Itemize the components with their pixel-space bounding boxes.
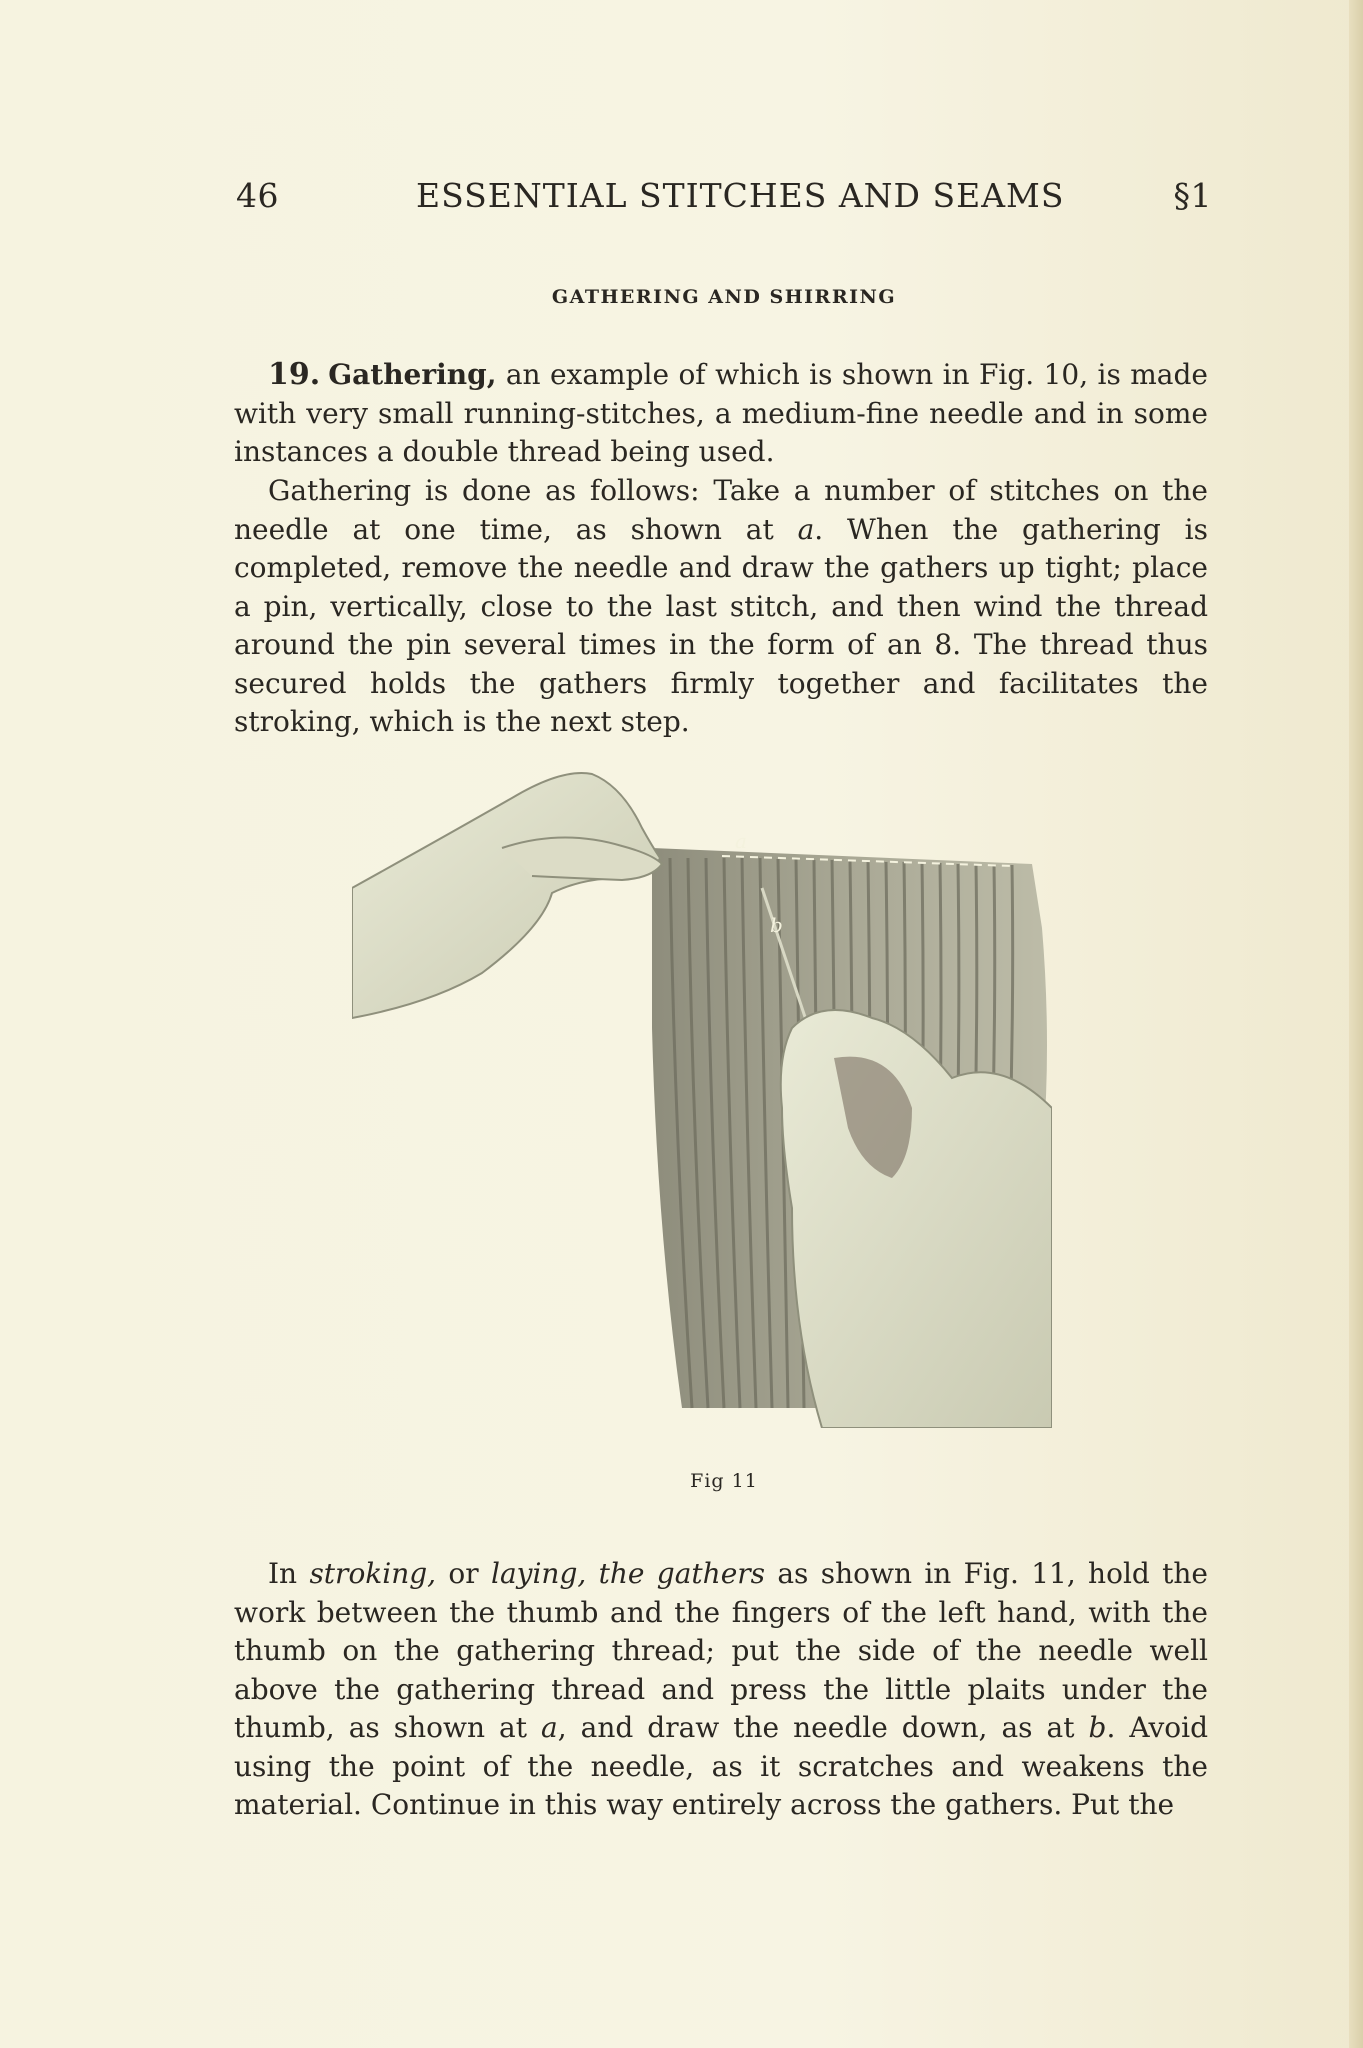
running-header [236,176,1212,216]
italic-term: laying, the gathers [491,1557,766,1590]
figure-caption: Fig 11 [690,1470,758,1492]
paragraph-text: an example of which is shown in Fig. 10, is made with very small running-stitches, a medium-fine needle and in some instances a double thread being used. [234,358,1208,468]
paragraph-gathering [234,356,1208,472]
runin-heading: Gathering, [328,358,497,391]
paragraph-text: Gathering is done as follows: Take a number of stitches on the needle at one time, as shown at [234,474,1208,546]
page-edge [1349,0,1363,2048]
paragraph-procedure [234,472,1208,742]
paragraph-stroking [234,1555,1208,1825]
figure-illustration [352,728,1052,1428]
figure-label-a: a [735,829,747,853]
paragraph-text: . Avoid using the point of the needle, as it scratches and weakens the material. Continue in this way entirely across the gathers. Put the [234,1711,1209,1821]
page-number: 46 [236,176,279,215]
left-hand [352,773,660,1018]
paragraph-text: , and draw the needle down, as at [557,1711,1089,1744]
paragraph-text: In [268,1557,310,1590]
paragraph-number: 19. [268,357,321,392]
running-title: ESSENTIAL STITCHES AND SEAMS [416,176,1065,215]
hands-gathering-illustration [352,728,1052,1428]
figure-reference: b [1088,1711,1107,1744]
figure-reference: a [797,512,815,546]
paragraph-text: . When the gathering is completed, remove the needle and draw the gathers up tight; place a pin, vertically, close to the last stitch, and then wind the thread around the pin several times in the form of an 8. The thread thus secured holds the gathers firmly together and facilitates the stroking, which is the next step. [234,512,1209,738]
paragraph-text: as shown in Fig. 11, hold the work between the thumb and the fingers of the left hand, with the thumb on the gathering thread; put the side of the needle well above the gathering thread and press the little plaits under the thumb, as shown at [234,1557,1209,1744]
figure-label-b: b [770,913,783,937]
figure-reference: a [541,1711,558,1744]
italic-term: stroking, [309,1557,437,1590]
section-mark: §1 [1173,176,1212,215]
paragraph-text: or [436,1557,491,1590]
section-heading: GATHERING AND SHIRRING [551,286,897,308]
